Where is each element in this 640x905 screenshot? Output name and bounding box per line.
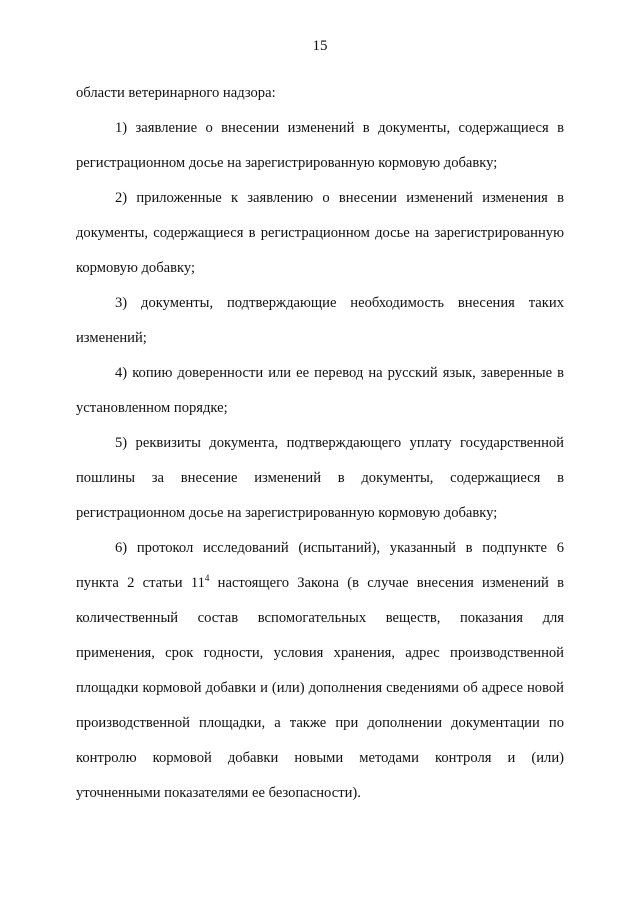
page-number: 15: [312, 38, 328, 54]
document-body: [76, 76, 564, 811]
article-superscript: 4: [204, 573, 210, 583]
list-item-4: 4) копию доверенности или ее перевод на русский язык, заверенные в установленном порядке;: [76, 365, 564, 416]
intro-paragraph: области ветеринарного надзора:: [76, 85, 276, 101]
list-item-6-text-end: настоящего Закона (в случае внесения изменений в количественный состав вспомогательных веществ, показания для применения, срок годности, условия хранения, адрес производственной площадки кормовой добавки и (или) дополнения сведениями об адресе новой производственной площадки, а также при дополнении документации по контролю кормовой добавки новыми методами контроля и (или) уточненными показателями ее безопасности).: [76, 575, 564, 801]
list-item-2: 2) приложенные к заявлению о внесении изменений изменения в документы, содержащиеся в регистрационном досье на зарегистрированную кормовую добавку;: [76, 190, 564, 276]
list-item-6-text-start: 6) протокол исследований (испытаний), указанный в подпункте 6 пункта 2 статьи 11: [76, 540, 564, 591]
list-item-3: 3) документы, подтверждающие необходимость внесения таких изменений;: [76, 295, 564, 346]
list-item-5: 5) реквизиты документа, подтверждающего уплату государственной пошлины за внесение изменений в документы, содержащиеся в регистрационном досье на зарегистрированную кормовую добавку;: [76, 435, 564, 521]
list-item-6: [76, 531, 564, 811]
list-item-1: 1) заявление о внесении изменений в документы, содержащиеся в регистрационном досье на зарегистрированную кормовую добавку;: [76, 120, 564, 171]
